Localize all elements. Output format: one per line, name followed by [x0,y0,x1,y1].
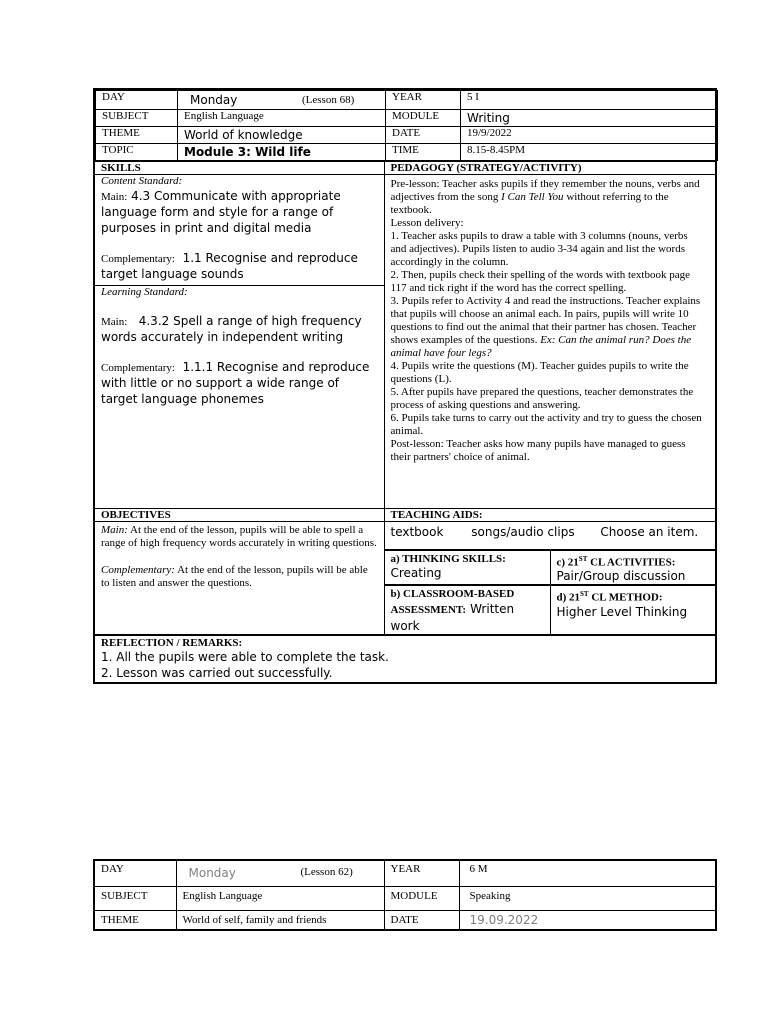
objectives-cell [94,522,384,636]
subject-label-2: SUBJECT [94,886,176,910]
teaching-aid-2: songs/audio clips [471,525,575,539]
lesson-plan-table-2 [93,859,717,931]
objective-main: Main: At the end of the lesson, pupils will be able to spell a range of high frequency words accurately in writing questions. [101,524,377,549]
date-label-2: DATE [384,910,459,930]
year-label-2: YEAR [384,860,459,886]
learning-standard-label: Learning Standard: [101,286,188,298]
content-standard-complementary: Complementary: 1.1 Recognise and reproduce target language sounds [101,251,358,281]
module-label: MODULE [386,110,461,127]
topic-value: Module 3: Wild life [178,144,386,161]
teaching-aid-dropdown[interactable]: Choose an item. [600,525,699,539]
info-grid [95,90,718,161]
day-value: Monday [190,93,238,107]
module-value: Writing [461,110,718,127]
date-label: DATE [386,127,461,144]
teaching-aids-cell [384,522,716,550]
step-2: 2. Then, pupils check their spelling of the words with textbook page 117 and tick right if the word has the correct spelling. [390,269,690,294]
reflection-line-1: 1. All the pupils were able to complete the task. [101,650,389,665]
cl-method-label: d) 21ST CL METHOD: [556,590,663,604]
cl-activities-cell [550,550,716,586]
assessment-label-1: b) CLASSROOM-BASED [390,588,515,601]
date-value-2: 19.09.2022 [459,910,716,930]
step-1: 1. Teacher asks pupils to draw a table with 3 columns (nouns, verbs and adjectives). Pupils listen to audio 3-34 again and list the words accordingly in the column. [390,230,688,268]
learning-standard-complementary: Complementary: 1.1.1 Recognise and reproduce with little or no support a wide range of target language phonemes [101,360,370,406]
time-label: TIME [386,144,461,161]
content-standard-cell [94,175,384,286]
lesson-number-2: (Lesson 62) [300,866,353,878]
content-standard-main: Main: 4.3 Communicate with appropriate language form and style for a range of purposes in print and digital media [101,189,341,235]
step-6: 6. Pupils take turns to carry out the activity and try to guess the chosen animal. [390,412,702,437]
step-4: 4. Pupils write the questions (M). Teacher guides pupils to write the questions (L). [390,360,689,385]
topic-label: TOPIC [96,144,178,161]
year-value: 5 I [461,91,718,110]
theme-label: THEME [96,127,178,144]
day-value-2: Monday [188,866,236,880]
day-cell [178,91,386,110]
learning-standard-cell [94,286,384,509]
module-value-2: Speaking [459,886,716,910]
lesson-number: (Lesson 68) [302,94,355,106]
post-lesson: Post-lesson: Teacher asks how many pupils have managed to guess their partners' choice of animal. [390,438,686,463]
cl-activities-label: c) 21ST CL ACTIVITIES: [556,554,676,569]
reflection-line-2: 2. Lesson was carried out successfully. [101,666,333,681]
subject-value: English Language [178,110,386,127]
cl-method-cell [550,585,716,635]
year-value-2: 6 M [459,860,716,886]
day-label-2: DAY [94,860,176,886]
thinking-skills-value: Creating [390,565,442,580]
module-label-2: MODULE [384,886,459,910]
objectives-header: OBJECTIVES [94,509,384,522]
learning-standard-main: Main: 4.3.2 Spell a range of high frequency words accurately in independent writing [101,314,362,344]
thinking-skills-cell [384,550,550,586]
teaching-aids-header: TEACHING AIDS: [384,509,716,522]
skills-header: SKILLS [94,162,384,175]
cl-activities-value: Pair/Group discussion [556,569,686,584]
content-standard-label: Content Standard: [101,175,183,187]
theme-value-2: World of self, family and friends [176,910,384,930]
cl-method-value: Higher Level Thinking [556,604,688,619]
step-5: 5. After pupils have prepared the questions, teacher demonstrates the process of asking questions and answering. [390,386,694,411]
assessment-value: work [390,619,420,634]
day-cell-2 [176,860,384,886]
lesson-plan-table [93,88,717,684]
objective-complementary: Complementary: At the end of the lesson, pupils will be able to listen and answer the questions. [101,564,368,589]
assessment-cell [384,585,550,635]
pedagogy-cell [384,175,716,509]
year-label: YEAR [386,91,461,110]
theme-value: World of knowledge [178,127,386,144]
teaching-aid-1: textbook [390,525,444,539]
step-3: 3. Pupils refer to Activity 4 and read the instructions. Teacher explains that pupils will choose an animal each. In pairs, pupils will write 10 questions to find out the animal that their partner has chosen. Teacher shows examples of the questions. Ex: Can the animal run? Does the animal have four legs? [390,295,701,359]
pedagogy-header: PEDAGOGY (STRATEGY/ACTIVITY) [384,162,716,175]
assessment-line: ASSESSMENT: Written [390,602,515,617]
lesson-delivery-label: Lesson delivery: [390,217,464,229]
day-label: DAY [96,91,178,110]
subject-label: SUBJECT [96,110,178,127]
reflection-cell [94,635,716,683]
thinking-skills-label: a) THINKING SKILLS: [390,552,506,565]
pre-lesson: Pre-lesson: Teacher asks pupils if they remember the nouns, verbs and adjectives from the song I Can Tell You without referring to the textbook. [390,178,700,216]
subject-value-2: English Language [176,886,384,910]
theme-label-2: THEME [94,910,176,930]
reflection-header: REFLECTION / REMARKS: [101,637,243,650]
time-value: 8.15-8.45PM [461,144,718,161]
date-value: 19/9/2022 [461,127,718,144]
